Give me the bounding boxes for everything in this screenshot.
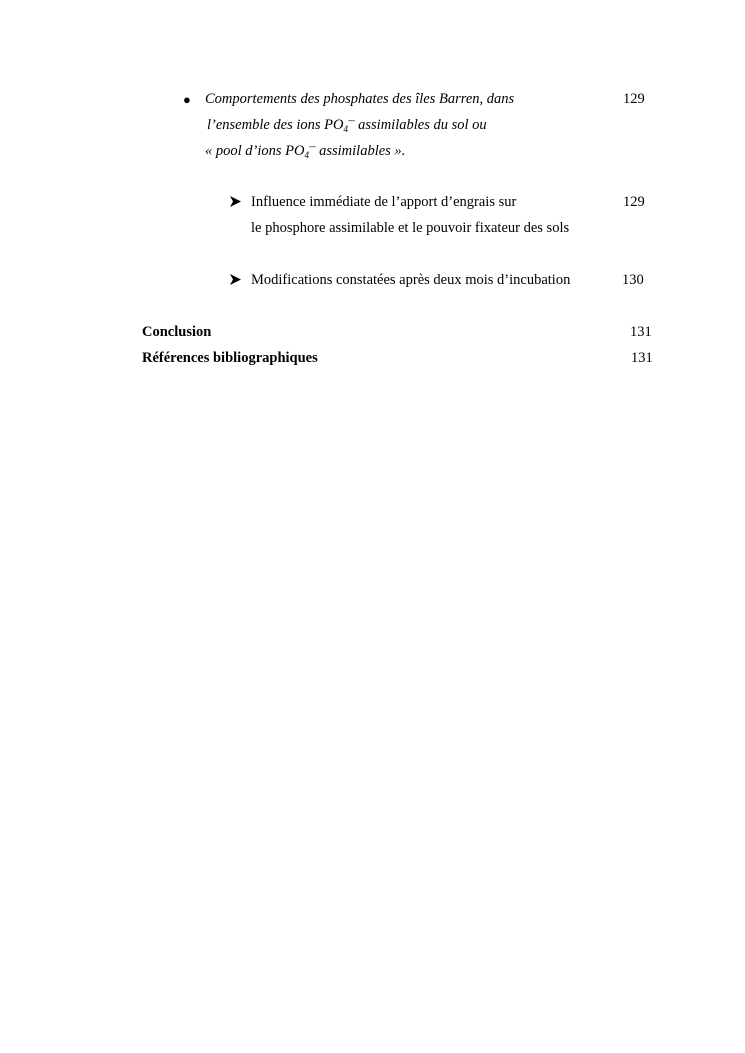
arrow-bullet-icon — [230, 196, 241, 207]
toc-page-conclusion: 131 — [630, 324, 652, 340]
toc-page-modifications: 130 — [622, 272, 644, 288]
toc-entry-influence-line-1: Influence immédiate de l’apport d’engrais sur — [251, 194, 517, 210]
toc-page-phosphates: 129 — [623, 91, 645, 107]
arrow-bullet-icon — [230, 274, 241, 285]
toc-page-references: 131 — [631, 350, 653, 366]
toc-entry-influence-line-2: le phosphore assimilable et le pouvoir fixateur des sols — [251, 220, 570, 236]
toc-entry-conclusion: Conclusion — [142, 324, 212, 340]
toc-entry-phosphates-line-3: « pool d’ions $PO_4^{---}$ assimilables ». — [205, 142, 406, 160]
toc-entry-modifications: Modifications constatées après deux mois d’incubation — [251, 272, 571, 288]
toc-entry-references: Références bibliographiques — [142, 350, 318, 366]
bullet-icon: ● — [183, 92, 191, 107]
toc-entry-phosphates-line-2: l’ensemble des ions $PO_4^{---}$ assimilables du sol ou — [207, 116, 487, 134]
toc-entry-phosphates-line-1: Comportements des phosphates des îles Barren, dans — [205, 91, 515, 107]
toc-page-influence: 129 — [623, 194, 645, 210]
